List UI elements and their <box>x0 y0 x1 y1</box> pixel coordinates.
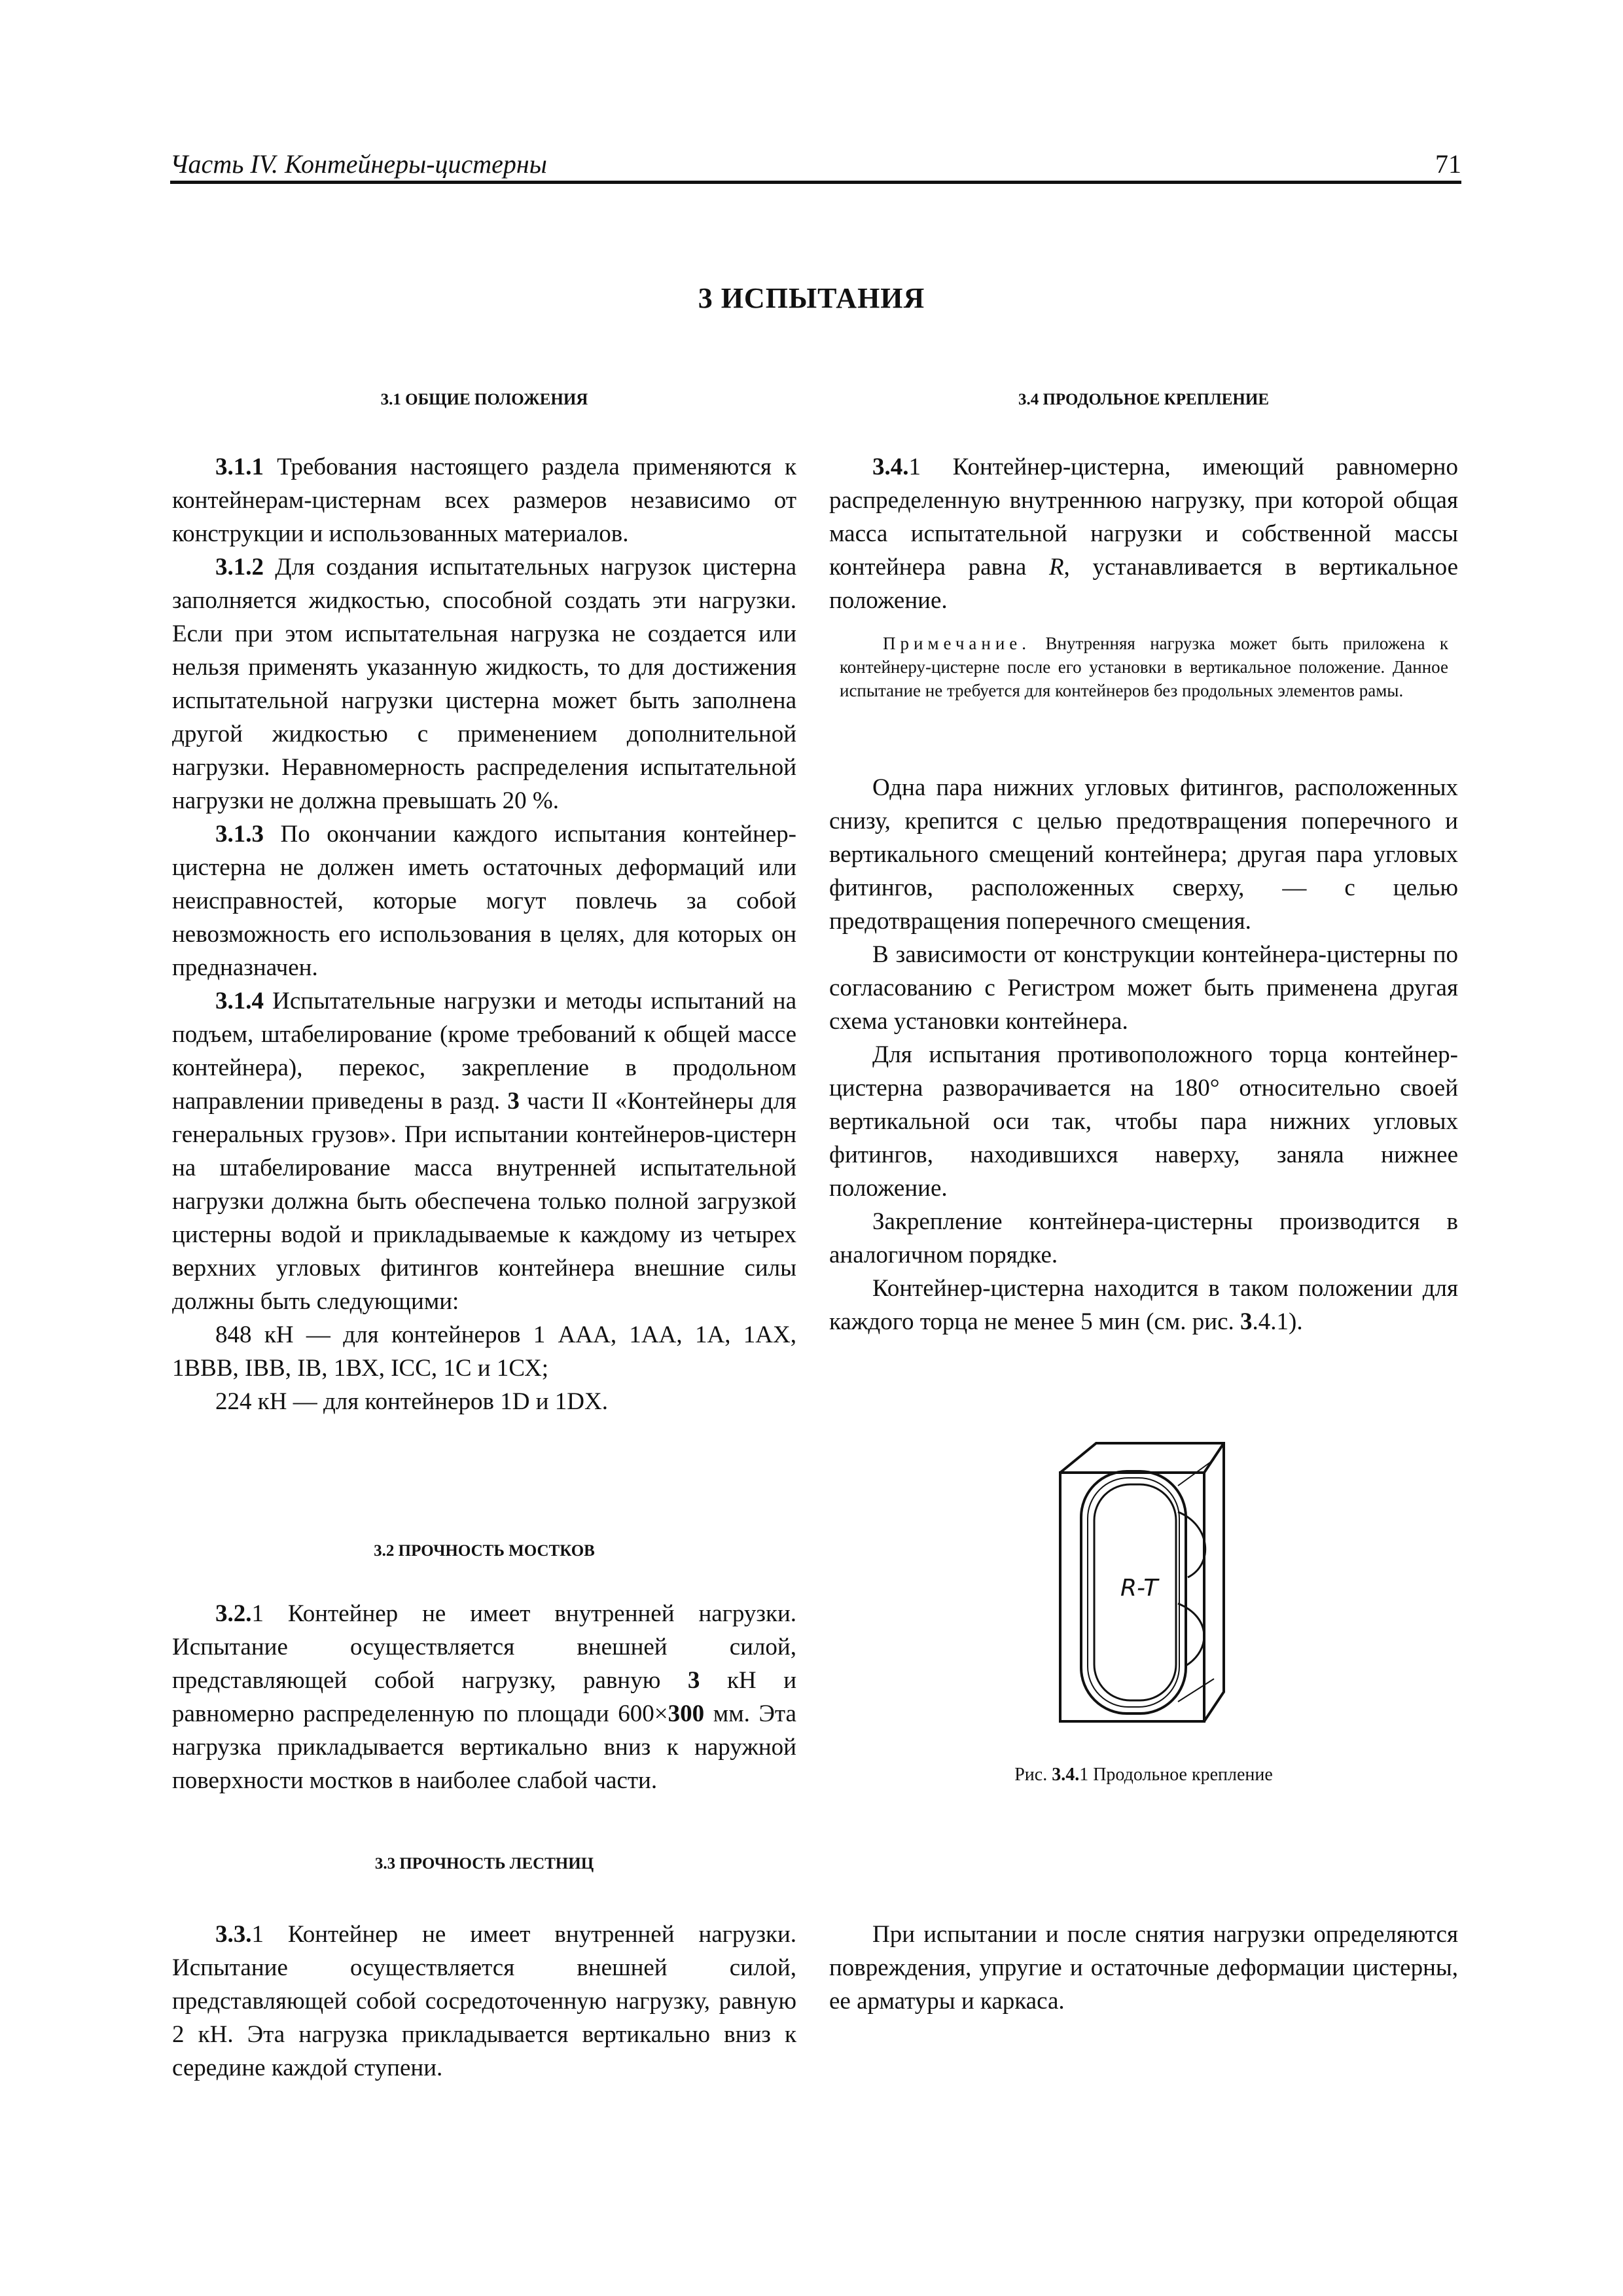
paragraph-3-1-1 <box>172 450 796 550</box>
paragraph-text: части II «Контейнеры для генеральных грузов». При испытании контейнеров-цистерн на штабелирование масса внутренней испытательной нагрузки должна быть обеспечена только полной загрузкой цистерны водой и прикладываемые к каждому из четырех верхних угловых фитингов контейнера внешние силы должны быть следующими: <box>172 1088 796 1315</box>
paragraph-3-3-1 <box>172 1918 796 2085</box>
clause-number: 3.1.1 <box>215 454 264 480</box>
page-header <box>170 148 1461 184</box>
caption-text: 1 Продольное крепление <box>1079 1765 1273 1785</box>
paragraph-text: Контейнер-цистерна находится в таком положении для каждого торца не менее 5 мин (см. рис. <box>829 1275 1458 1335</box>
figure-reference: 3 <box>1240 1308 1253 1335</box>
paragraph-text: мм. Эта нагрузка прикладывается вертикально вниз к наружной поверхности мостков в наиболее слабой части. <box>172 1700 796 1794</box>
paragraph: Одна пара нижних угловых фитингов, расположенных снизу, крепится с целью предотвращения поперечного и вертикального смещений контейнера; другая пара угловых фитингов, расположенных сверху, — с целью предотвращения поперечного смещения. <box>829 774 1458 935</box>
caption-prefix: Рис. <box>1014 1765 1052 1785</box>
paragraph-3-1-3 <box>172 817 796 984</box>
paragraph-3-4-1 <box>829 450 1458 617</box>
paragraph: Закрепление контейнера-цистерны производится в аналогичном порядке. <box>829 1208 1458 1268</box>
paragraph-text: 1 Контейнер не имеет внутренней нагрузки. Испытание осуществляется внешней силой, представляющей собой нагрузку, равную <box>172 1600 796 1694</box>
paragraph-3-2-1 <box>172 1597 796 1797</box>
section-reference: 3 <box>507 1088 520 1115</box>
section-3-3-body <box>172 1918 796 2085</box>
bold-value: 300 <box>668 1700 705 1727</box>
note <box>840 632 1448 702</box>
section-3-4-body <box>829 450 1458 617</box>
page-number: 71 <box>1435 149 1461 179</box>
note-text: Внутренняя нагрузка может быть приложена к контейнеру-цистерне после его установки в вертикальное положение. Данное испытание не требуется для контейнеров без продольных элементов рамы. <box>840 634 1448 700</box>
paragraph: В зависимости от конструкции контейнера-цистерны по согласованию с Регистром может быть применена другая схема установки контейнера. <box>829 941 1458 1035</box>
figure-caption <box>829 1765 1458 1785</box>
section-heading-3-2: 3.2 ПРОЧНОСТЬ МОСТКОВ <box>374 1542 595 1560</box>
clause-number: 3.3. <box>215 1921 252 1948</box>
paragraph-text: .4.1). <box>1252 1308 1303 1335</box>
chapter-title: 3 ИСПЫТАНИЯ <box>698 282 925 314</box>
paragraph: При испытании и после снятия нагрузки определяются повреждения, упругие и остаточные деформации цистерны, ее арматуры и каркаса. <box>829 1921 1458 2015</box>
final-paragraph-block <box>829 1918 1458 2018</box>
paragraph-text: По окончании каждого испытания контейнер-цистерна не должен иметь остаточных деформаций или неисправностей, которые могут повлечь за собой невозможность его использования в целях, для которых он предназначен. <box>172 821 796 981</box>
clause-number: 3.2. <box>215 1600 252 1627</box>
running-title: Часть IV. Контейнеры-цистерны <box>170 149 547 179</box>
section-heading-3-3: 3.3 ПРОЧНОСТЬ ЛЕСТНИЦ <box>374 1855 594 1873</box>
bold-value: 3 <box>687 1667 700 1694</box>
section-heading-3-1: 3.1 ОБЩИЕ ПОЛОЖЕНИЯ <box>380 391 588 408</box>
paragraph-text: Требования настоящего раздела применяются к контейнерам-цистернам всех размеров независимо от конструкции и использованных материалов. <box>172 454 796 547</box>
section-3-1-body <box>172 450 796 1418</box>
clause-number: 3.1.2 <box>215 554 264 581</box>
section-3-2-body <box>172 1597 796 1797</box>
paragraph-text: 1 Контейнер-цистерна, имеющий равномерно распределенную внутреннюю нагрузку, при которой общая масса испытательной нагрузки и собственной массы контейнера равна <box>829 454 1458 581</box>
paragraph-text: кН и равномерно распределенную по площади 600× <box>172 1667 796 1727</box>
force-list-item: 224 кН — для контейнеров 1D и 1DX. <box>215 1388 608 1415</box>
paragraph-text: 1 Контейнер не имеет внутренней нагрузки. Испытание осуществляется внешней силой, представляющей собой сосредоточенную нагрузку, равную 2 кН. Эта нагрузка прикладывается вертикально вниз к середине каждой ступени. <box>172 1921 796 2081</box>
variable-r: R <box>1048 554 1064 581</box>
section-3-4-continued <box>829 771 1458 1338</box>
note-label: Примечание. <box>883 634 1031 653</box>
paragraph: Для испытания противоположного торца контейнер-цистерна разворачивается на 180° относительно своей вертикальной оси так, чтобы пара нижних угловых фитингов, находившихся наверху, заняла нижнее положение. <box>829 1041 1458 1202</box>
paragraph-text: Испытательные нагрузки и методы испытаний на подъем, штабелирование (кроме требований к общей массе контейнера), перекос, закрепление в продольном направлении приведены в разд. <box>172 988 796 1115</box>
caption-number: 3.4. <box>1052 1765 1080 1785</box>
tank-container-figure <box>1041 1440 1237 1728</box>
paragraph-text: Для создания испытательных нагрузок цистерна заполняется жидкостью, способной создать эти нагрузки. Если при этом испытательная нагрузка не создается или нельзя применять указанную жидкость, то для достижения испытательной нагрузки цистерна может быть заполнена другой жидкостью с применением дополнительной нагрузки. Неравномерность распределения испытательной нагрузки не должна превышать 20 %. <box>172 554 796 814</box>
paragraph-3-1-4 <box>172 984 796 1318</box>
paragraph-3-1-2 <box>172 550 796 817</box>
section-heading-3-4: 3.4 ПРОДОЛЬНОЕ КРЕПЛЕНИЕ <box>1018 391 1270 408</box>
paragraph-text: , устанавливается в вертикальное положение. <box>829 554 1458 614</box>
clause-number: 3.1.4 <box>215 988 264 1014</box>
figure-label: R-T <box>1120 1575 1158 1602</box>
paragraph <box>829 1272 1458 1338</box>
force-list-item: 848 кН — для контейнеров 1 ААА, 1АА, 1А, 1АХ, 1ВВВ, IВВ, IB, 1ВХ, ICC, 1С и 1СХ; <box>172 1321 796 1382</box>
clause-number: 3.4. <box>872 454 909 480</box>
clause-number: 3.1.3 <box>215 821 264 848</box>
